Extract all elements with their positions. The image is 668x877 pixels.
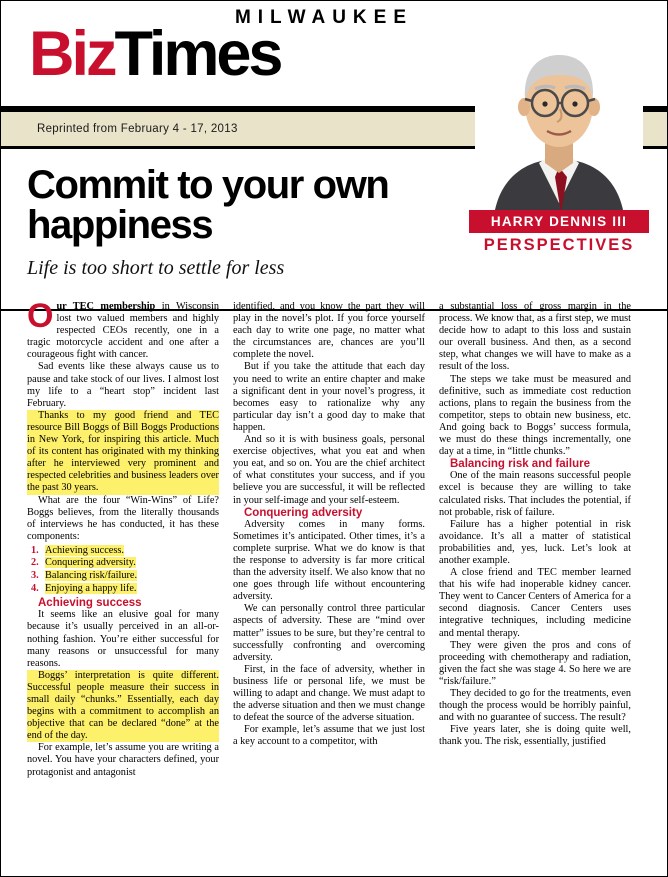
- author-plate: [469, 210, 649, 257]
- article-column-3: [439, 301, 631, 779]
- list-item: [45, 583, 219, 596]
- win-wins-list: [27, 545, 219, 595]
- list-item: [45, 570, 219, 583]
- section-heading-achieving-success: Achieving success: [38, 597, 142, 610]
- paragraph: Adversity comes in many forms. Sometimes it’s anticipated. Other times, it’s a complete surprise. What we do know is that the response to adversity is far more critical than the adversity itself. We also know that no one goes through life without encountering adversity.: [233, 518, 425, 603]
- section-heading-conquering-adversity: Conquering adversity: [244, 506, 363, 519]
- section-heading-balancing-risk-and-failure: Balancing risk and failure: [450, 458, 590, 471]
- author-portrait-illustration: [475, 27, 643, 223]
- paragraph: Five years later, she is doing quite well, thank you. The risk, essentially, justified: [439, 724, 631, 748]
- list-item-label: Achieving success.: [45, 544, 124, 556]
- list-item: [45, 545, 219, 558]
- list-item-label: Conquering adversity.: [45, 557, 136, 569]
- masthead-wordmark-biz: Biz: [29, 19, 115, 89]
- reprint-text: Reprinted from February 4 - 17, 2013: [37, 123, 238, 135]
- paragraph: For example, let’s assume you are writing a novel. You have your characters defined, your protagonist and antagonist: [27, 742, 219, 778]
- paragraph: Failure has a higher potential in risk avoidance. It’s all a matter of statistical probabilities and, yes, luck. Let’s look at another example.: [439, 518, 631, 566]
- masthead-wordmark: [29, 19, 449, 89]
- lead-in-bold: ur TEC membership: [56, 301, 156, 312]
- paragraph: It seems like an elusive goal for many because it’s usually perceived in an all-or-nothing fashion. You’re either successful for many reasons or unsuccessful for many reasons.: [27, 609, 219, 669]
- author-name: HARRY DENNIS III: [469, 210, 649, 233]
- author-photo: [475, 27, 643, 223]
- list-item: [45, 557, 219, 570]
- paragraph-text: in Wisconsin lost two valued members and highly respected CEOs recently, one in a tragic motorcycle accident and one after a courageous fight with cancer.: [27, 301, 219, 361]
- article-column-2: [233, 301, 425, 779]
- paragraph: a substantial loss of gross margin in the process. We know that, as a first step, we must decide how to adapt to this loss and sustain our overall business. And then, as a second step, what changes we will have to make as a result of the loss.: [439, 301, 631, 373]
- list-item-label: Enjoying a happy life.: [45, 582, 137, 594]
- article-column-1: [27, 297, 219, 779]
- paragraph-highlighted: Boggs’ interpretation is quite different. Successful people measure their success in small daily “chunks.” Essentially, each day begins with a commitment to accomplish an objective that can be declared “done” at the end of the day.: [27, 669, 219, 742]
- page-title: Commit to your own happiness: [27, 163, 389, 247]
- drop-cap: O: [27, 297, 54, 335]
- paragraph: But if you take the attitude that each day you need to write an entire chapter and make a significant dent in your novel’s progress, it becomes easy to rationalize why any particular day isn’t a good day to make that happen.: [233, 361, 425, 433]
- list-item-label: Balancing risk/failure.: [45, 570, 138, 582]
- paragraph: They were given the pros and cons of proceeding with chemotherapy and radiation, given the fact she was stage 4. So here we are “risk/failure.”: [439, 639, 631, 687]
- masthead-kicker: MILWAUKEE: [234, 7, 413, 28]
- paragraph: One of the main reasons successful people excel is because they are willing to take calculated risks. That includes the potential, if not probable, risk of failure.: [439, 470, 631, 518]
- paragraph: A close friend and TEC member learned that his wife had inoperable kidney cancer. They went to Cancer Centers of America for a second diagnosis. Cancer Centers uses integrative techniques, including medicine and mental therapy.: [439, 567, 631, 639]
- paragraph-highlighted: Thanks to my good friend and TEC resource Bill Boggs of Bill Boggs Productions in New York, for inspiring this article. Much of its content has originated with my thinking after he interviewed very prominent and respected celebrities and business leaders over the past 30 years.: [27, 409, 219, 494]
- paragraph: The steps we take must be measured and definitive, such as immediate cost reduction actions, plans to regain the business from the competitor, steps to obtain new business, etc. And going back to Boggs’ success formula, we must do these things incrementally, one day at a time, in “little chunks.”: [439, 373, 631, 458]
- paragraph: They decided to go for the treatments, even though the process would be horribly painful, and with no guarantee of success. The result?: [439, 688, 631, 724]
- paragraph: What are the four “Win-Wins” of Life? Boggs believes, from the literally thousands of interviews he has conducted, it has these components:: [27, 494, 219, 542]
- masthead-wordmark-times: Times: [114, 19, 281, 89]
- paragraph: [27, 297, 219, 361]
- paragraph: We can personally control three particular aspects of adversity. These are “mind over matter” issues to be sure, but they’re central to successfully confronting and overcoming adversity.: [233, 603, 425, 663]
- author-block: [469, 27, 649, 283]
- paragraph: First, in the face of adversity, whether in business life or personal life, we must be willing to adapt and change. We must adapt to the adverse situation and then we must change to defeat the source of the adverse situation.: [233, 663, 425, 724]
- paragraph: identified, and you know the part they will play in the novel’s plot. If you force yourself each day to write one page, no matter what the circumstances are, chances are you’ll complete the novel.: [233, 301, 425, 361]
- paragraph: Sad events like these always cause us to pause and take stock of our lives. I almost lost my life to a “heart stop” incident last February.: [27, 361, 219, 409]
- paragraph: For example, let’s assume that we just lost a key account to a competitor, with: [233, 724, 425, 748]
- masthead-logo: [29, 7, 449, 89]
- paragraph: And so it is with business goals, personal exercise objectives, what you eat and when you eat, and so on. You are the chief architect of what constitutes your success, and if you believe you are successful, it will be reflected in your self-image and your self-esteem.: [233, 434, 425, 506]
- page-subtitle: Life is too short to settle for less: [27, 257, 285, 279]
- article-body: [27, 297, 643, 779]
- column-label: PERSPECTIVES: [483, 236, 635, 254]
